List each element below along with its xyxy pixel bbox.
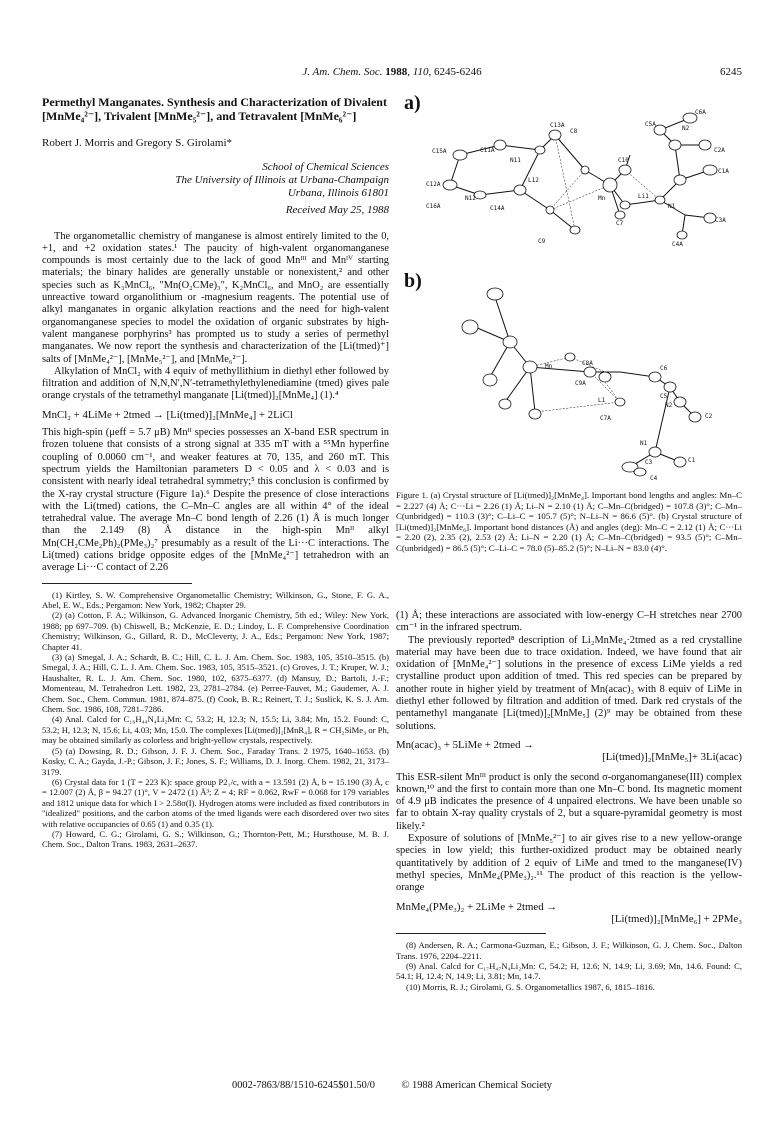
atom-label: N2 (682, 125, 690, 132)
references-right (396, 940, 742, 992)
equation-2-lhs: Mn(acac)₃ + 5LiMe + 2tmed → (396, 738, 534, 751)
journal-volume: 110 (412, 66, 429, 78)
atom-label: L1 (598, 397, 606, 404)
atom-label: N11 (510, 157, 521, 164)
reference: (9) Anal. Calcd for C₁₇H₄₇N₄Li₂Mn: C, 54.2; H, 12.6; N, 14.9; Li, 3.69; Mn, 14.6. Found: C, 54.1; H, 12.4; N, 14.9; Li, 3.81; Mn, 14.7. (396, 960, 742, 982)
paragraph: The previously reported⁸ description of Li₂MnMe₄·2tmed as a red crystalline material may have been due to trace oxidation. Indeed, we have found that air oxidation of [MnMe₄²⁻] solutions in the presence of excess LiMe yields a red crystalline product upon addition of tmed. This red species can be prepared by another route in higher yield by treatment of Mn(acac)₃ with 8 equiv of LiMe in diethyl ether followed by filtration and addition of tmed. Dark red crystals of the pentamethyl manganate [Li(tmed)]₂[MnMe₅] (2)⁹ may be obtained from these solutions. (396, 634, 742, 732)
figure-1a-structure (420, 100, 740, 265)
journal-year: 1988 (385, 66, 408, 78)
paragraph: This high-spin (μeff = 5.7 μB) Mnᴵᴵ species possesses an X-band ESR spectrum in frozen toluene that consists of a strong signal at 335 mT with a ⁵⁵Mn hyperfine coupling of 0.0060 cm⁻¹, and weaker features at 70, 135, and 260 mT. This spectrum yields the Hamiltonian parameters D < 0.05 and λ < 0.03 and is consistent with nearly ideal tetrahedral symmetry;⁵ this conclusion is confirmed by the X-ray crystal structure (Figure 1a).⁶ Despite the presence of close interactions with the Li(tmed) cations, the C–Mn–C angles are all within 4° of the ideal tetrahedral value. The average Mn–C bond length of 2.26 (1) Å is much longer than the 2.149 (8) Å distance in the high-spin Mnᴵᴵ alkyl Mn(CH₂CMe₂Ph)₂(PMe₃)₂⁷ presumably as a result of the Li···C interactions. The Li(tmed) cations bridge opposite edges of the [MnMe₄²⁻] tetrahedron with an average Li···C contact of 2.26 (42, 427, 389, 574)
paragraph: (1) Å; these interactions are associated with low-energy C–H stretches near 2700 cm⁻¹ in the infrared spectrum. (396, 610, 742, 634)
atom-label: C6A (695, 109, 706, 116)
affiliation-line-1: School of Chemical Sciences (262, 161, 389, 174)
figure-1b-structure (420, 272, 740, 482)
paragraph: Alkylation of MnCl₂ with 4 equiv of methyllithium in diethyl ether followed by filtration and addition of N,N,N′,N′-tetramethylethylenediamine (tmed) gives pale orange crystals of the tetramethyl manganate [Li(tmed)]₂[MnMe₄] (1).⁴ (42, 365, 389, 402)
article-code: 0002-7863/88/1510-6245$01.50/0 (232, 1080, 375, 1091)
atom-label: Mn (545, 363, 553, 370)
atom-label: C2 (705, 413, 713, 420)
paragraph: Exposure of solutions of [MnMe₅²⁻] to air gives rise to a new yellow-orange species in low yield; this further-oxidized product may be obtained nearly quantitatively by addition of 2 equiv of LiMe and tmed to the manganese(IV) methyl species, MnMe₄(PMe₃)₂.¹¹ The product of this reaction is the yellow-orange (396, 833, 742, 894)
page-number: 6245 (720, 66, 742, 78)
right-column (396, 610, 742, 992)
footnote-rule (396, 933, 546, 934)
atom-label: N2 (665, 402, 673, 409)
atom-label: C1 (688, 457, 696, 464)
figure-panel-b-label: b) (404, 270, 422, 292)
atom-label: C16A (426, 203, 441, 210)
atom-label: C6 (660, 365, 668, 372)
running-head: J. Am. Chem. Soc. 1988, 110, 6245-6246 6245 (302, 66, 742, 78)
paragraph: The organometallic chemistry of manganese is almost entirely limited to the 0, +1, and +2 oxidation states.¹ The paucity of high-valent organomanganese compounds is most certainly due to the lack of good Mnᴵᴵᴵ and Mnᴵⱽ starting materials; the binary halides are generally unstable or nonexistent,² and other species such as K₃MnCl₆, "Mn(O₂CMe)₃", K₂MnCl₆, and MnO₂ are essentially unreactive toward organolithium or -magnesium reagents. The potential use of alkyl manganates in organic alkylation reactions and the need for high-valent organomanganese species to model the oxidation of organic substrates by high-valent manganese porphyrins³ has prompted us to study a series of permethyl manganates. We now report the synthesis and characterization of the [Li(tmed)⁺] salts of [MnMe₄²⁻], [MnMe₅²⁻], and [MnMe₆²⁻]. (42, 230, 389, 365)
atom-label: C9 (538, 238, 546, 245)
reference: (2) (a) Cotton, F. A.; Wilkinson, G. Advanced Inorganic Chemistry, 5th ed.; Wiley: New York, 1988; pp 697–709. (b) Chiswell, B.; McKenzie, E. D.; Lindoy, L. F. Comprehensive Coordination Chemistry; Wilkinson, G., Gillard, R. D., McCleverty, J. A., Eds.; Pergamon: New York, 1987; Chapter 41. (42, 610, 389, 652)
atom-label: C3 (645, 459, 653, 466)
equation-3-lhs: MnMe₄(PMe₃)₂ + 2LiMe + 2tmed → (396, 900, 558, 913)
article-title: Permethyl Manganates. Synthesis and Characterization of Divalent [MnMe₄²⁻], Trivalent [MnMe₅²⁻], and Tetravalent [MnMe₆²⁻] (42, 95, 387, 123)
atom-label: L12 (528, 177, 539, 184)
atom-label: C8A (582, 360, 593, 367)
reference: (3) (a) Smegal, J. A.; Schardt, B. C.; Hill, C. L. J. Am. Chem. Soc. 1983, 105, 3510–3515. (b) Smegal, J. A.; Hill, C. L. J. Am. Chem. Soc. 1983, 105, 3515–3521. (c) Groves, J. T.; Kruper, W. J.; Haushalter, R. L. J. Am. Chem. Soc. 1980, 102, 6375–6377. (d) Mansuy, D.; Bartoli, J.-F.; Momenteau, M. Tetrahedron Lett. 1982, 23, 2781–2784. (e) Perree-Fauvet, M.; Gaudemer, A. J. Chem. Soc., Chem. Commun. 1981, 874–875. (f) Cook, B. R.; Reinert, T. J.; Suslick, K. S. J. Am. Chem. Soc. 1986, 108, 7281–7286. (42, 652, 389, 715)
reference: (10) Morris, R. J.; Girolami, G. S. Organometallics 1987, 6, 1815–1816. (406, 981, 655, 992)
atom-label: C1A (718, 168, 729, 175)
reference: (4) Anal. Calcd for C₁₆H₄₄N₄Li₂Mn: C, 53.2; H, 12.3; N, 15.5; Li, 3.84; Mn, 15.2. Found: C, 53.2; H, 12.3; N, 15.6; Li, 4.03; Mn, 15.0. The complexes [Li(tmed)]₂[MnR₄], R = CH₂SiMe₃ or Ph, may be obtained similarly as colorless and bright-yellow crystals, respectively. (42, 714, 389, 746)
atom-label: C5A (645, 121, 656, 128)
atom-label: C10 (618, 157, 629, 164)
received-date: Received May 25, 1988 (285, 204, 389, 217)
copyright: © 1988 American Chemical Society (401, 1080, 552, 1091)
atom-label: C5 (660, 393, 668, 400)
affiliation-line-3: Urbana, Illinois 61801 (287, 187, 389, 200)
atom-label: C11A (480, 147, 495, 154)
reference: (7) Howard, C. G.; Girolami, G. S.; Wilkinson, G.; Thornton-Pett, M.; Hursthouse, M. B. J. Chem. Soc., Dalton Trans. 1983, 2631–2637. (42, 828, 389, 850)
atom-label: Mn (598, 195, 606, 202)
atom-label: C15A (432, 148, 447, 155)
figure-caption: Figure 1. (a) Crystal structure of [Li(tmed)]₂[MnMe₄]. Important bond lengths and angles: Mn–C = 2.227 (4) Å; C···Li = 2.26 (1) Å; Li–N = 2.10 (1) Å; C–Mn–C(bridged) = 107.8 (3)°; C–Mn–C(unbridged) = 110.3 (3)°; C–Li–C = 105.7 (5)°; N–Li–N = 86.6 (5)°. (b) Crystal structure of [Li(tmed)]₂[MnMe₆]. Important bond distances (Å) and angles (deg): Mn–C = 2.12 (1) Å; C···Li = 2.20 (2), 2.35 (2), 2.53 (2) Å; Li–N = 2.20 (1) Å; C–Mn–C(bridged) = 93.5 (5)°; C–Mn–C(unbridged) = 86.5 (5)°; C–Li–C = 78.0 (5)–85.2 (5)°; N–Li–N = 83.0 (4)°. (396, 490, 742, 553)
reference: (6) Crystal data for 1 (T = 223 K): space group P2₁/c, with a = 13.591 (2) Å, b = 15.190 (3) Å, c = 12.007 (2) Å, β = 94.27 (1)°, V = 2472 (1) Å³; Z = 4; RF = 0.062, RwF = 0.068 for 179 variables and 1812 unique data for which I > 2.58σ(I). Hydrogen atoms were included as fixed contributors in "idealized" positions, and the carbon atoms of the tmed ligands were each disordered over two sites with relative occupancies of 0.65 (1) and 0.35 (1). (42, 776, 389, 829)
reference: (1) Kirtley, S. W. Comprehensive Organometallic Chemistry; Wilkinson, G., Stone, F. G. A., Abel, E. W., Eds.; Pergamon: New York, 1982; Chapter 29. (42, 589, 389, 611)
equation-3-rhs: [Li(tmed)]₂[MnMe₆] + 2PMe₃ (611, 912, 742, 925)
atom-label: C9A (575, 380, 586, 387)
atom-label: C4 (650, 475, 658, 482)
reference: (5) (a) Dowsing, R. D.; Gibson, J. F. J. Chem. Soc., Faraday Trans. 2 1975, 1640–1653. (b) Kosky, C. A.; Gayda, J.-P.; Gibson, J. F.; Jones, S. F.; Williams, D. J. Inorg. Chem. 1982, 21, 3173–3179. (42, 745, 389, 777)
atom-label: N12 (465, 195, 476, 202)
atom-label: Li1 (638, 193, 649, 200)
atom-label: C13A (550, 122, 565, 129)
atom-label: C2A (714, 147, 725, 154)
equation-1: MnCl₂ + 4LiMe + 2tmed → [Li(tmed)]₂[MnMe₄] + 2LiCl (42, 408, 293, 421)
journal-pages: 6245-6246 (433, 66, 482, 78)
atom-label: C3A (715, 217, 726, 224)
atom-label: N1 (668, 203, 676, 210)
atom-label: C12A (426, 181, 441, 188)
paragraph: This ESR-silent Mnᴵᴵᴵ product is only the second σ-organomanganese(III) complex known,¹⁰ and the first to contain more than one Mn–C bond. Its magnetic moment of 4.9 μB indicates the presence of 4 unpaired electrons. We have been unable so far to obtain X-ray quality crystals of 2, but a square-pyramidal geometry is most likely.² (396, 771, 742, 832)
left-column (42, 95, 389, 850)
atom-label: C7 (616, 220, 624, 227)
footnote-rule (42, 583, 192, 584)
equation-2-rhs: [Li(tmed)]₂[MnMe₅]+ 3Li(acac) (602, 751, 742, 764)
atom-label: C4A (672, 241, 683, 248)
atom-label: C7A (600, 415, 611, 422)
journal-name: J. Am. Chem. Soc. (302, 66, 383, 78)
figure-panel-a-label: a) (404, 92, 421, 114)
atom-label: C14A (490, 205, 505, 212)
reference: (8) Andersen, R. A.; Carmona-Guzman, E.; Gibson, J. F.; Wilkinson, G. J. Chem. Soc., Dalton Trans. 1976, 2204–2211. (396, 940, 742, 961)
atom-label: C8 (570, 128, 578, 135)
authors: Robert J. Morris and Gregory S. Girolami* (42, 137, 233, 149)
atom-label: N1 (640, 440, 648, 447)
page-footer (42, 1080, 742, 1091)
references-left (42, 590, 389, 850)
affiliation-line-2: The University of Illinois at Urbana-Champaign (175, 174, 389, 187)
